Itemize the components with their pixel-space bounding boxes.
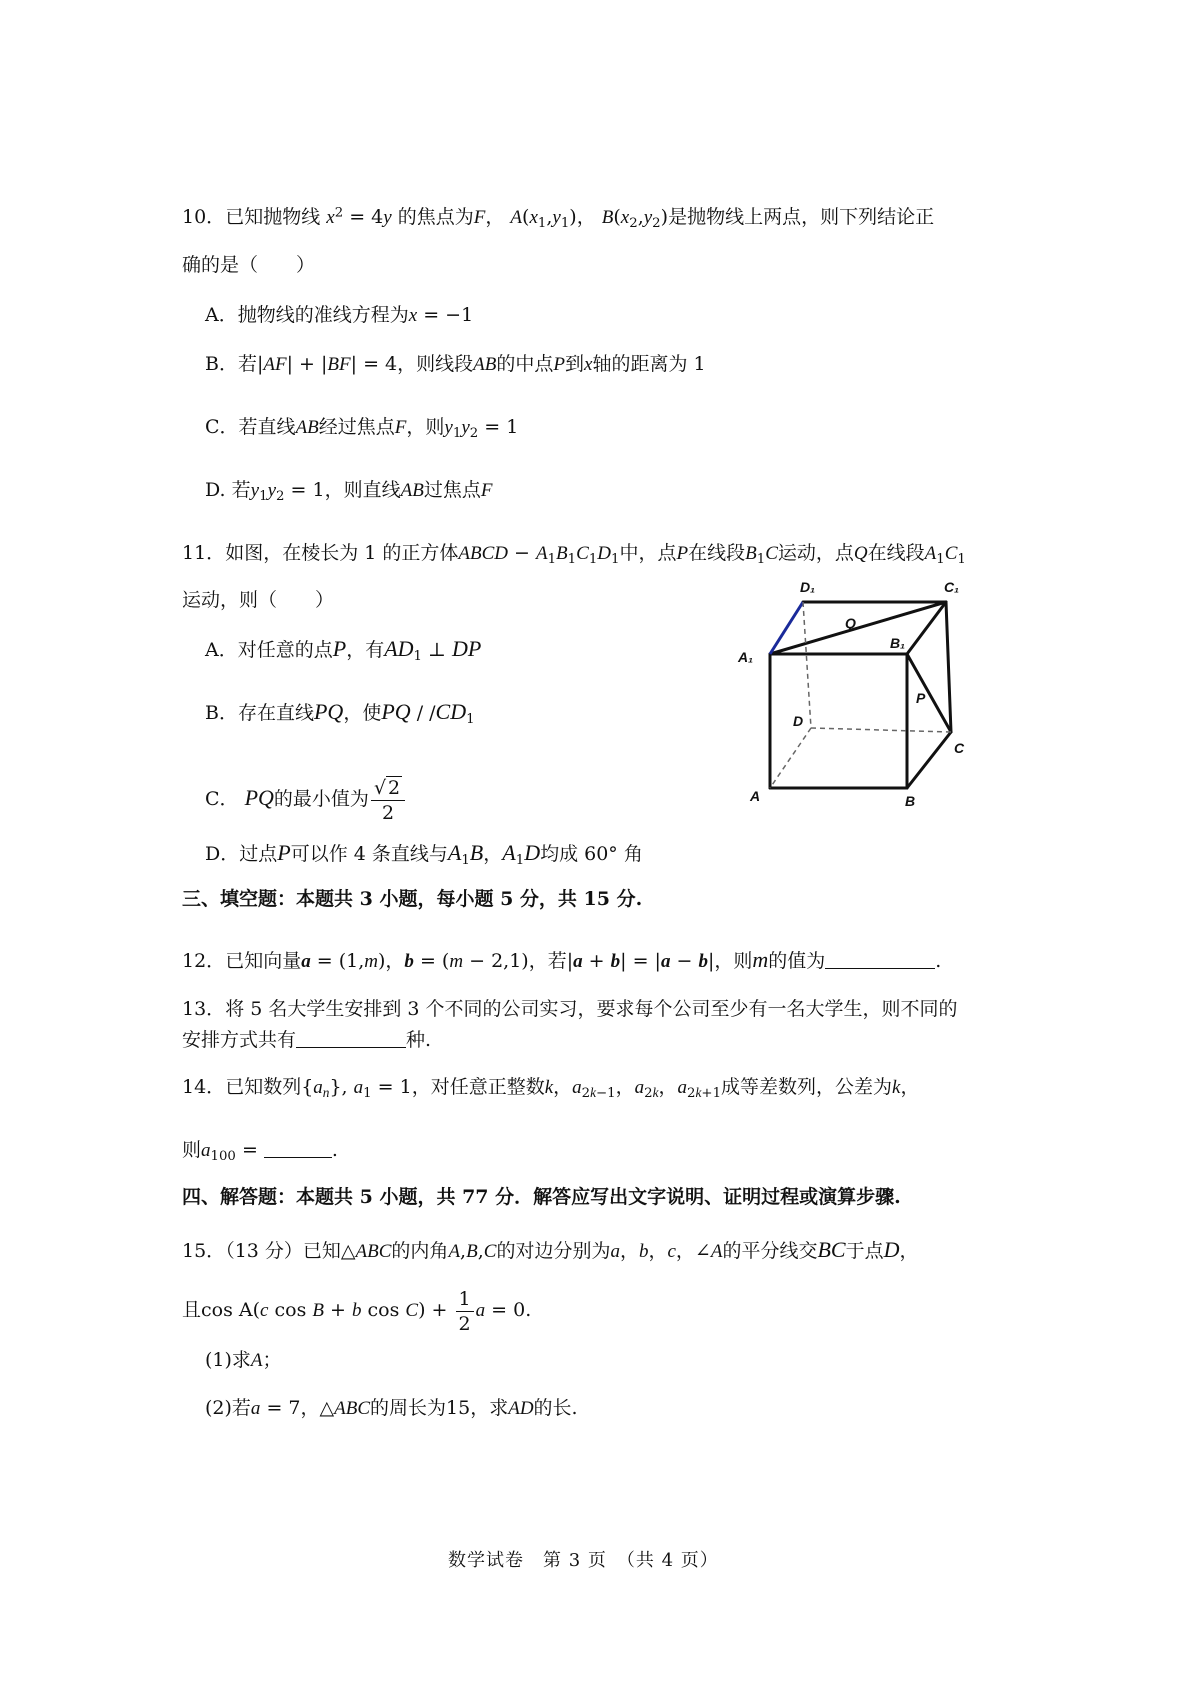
q11-stem-line1: 11．如图，在棱长为 1 的正方体ABCD − $A_1B_1C_1D_1$中，点P在线段$B_1C$运动，点Q在线段$A_1C_1$ [182, 542, 966, 567]
q10-stem-line1: 10．已知抛物线 $x^2 = 4y$ 的焦点为F， $A(x_1,y_1)$， $B(x_2,y_2)$是抛物线上两点，则下列结论正 [182, 205, 935, 231]
q11-option-b: B．存在直线PQ，使PQ / $/CD_1$ [205, 699, 475, 727]
q15-line1: 15．（13 分）已知△ABC的内角A,B,C的对边分别为a，b，c，∠A的平分线交BC于点D， [182, 1237, 919, 1262]
sqrt2-over-2-fraction: $\frac{√ 2}{2}$ [371, 776, 405, 825]
edge-b1c1 [907, 602, 946, 654]
q13-line1: 13．将 5 名大学生安排到 3 个不同的公司实习，要求每个公司至少有一名大学生，则不同的 [182, 998, 958, 1020]
hidden-edge-d1d [803, 602, 811, 728]
q15-part1: (1)求A； [205, 1349, 282, 1371]
edge-bc [907, 732, 951, 788]
label-a1: A₁ [738, 649, 754, 665]
label-d: D [793, 713, 804, 729]
hidden-edge-dc [811, 728, 951, 732]
section-3-heading: 三、填空题：本题共 3 小题，每小题 5 分，共 15 分. [182, 888, 643, 910]
label-d1: D₁ [800, 579, 816, 595]
page-footer: 数学试卷 第 3 页 （共 4 页） [448, 1550, 719, 1571]
q13-line2: 安排方式共有 种. [182, 1029, 432, 1051]
cube-figure [720, 578, 970, 813]
q10-option-a: A．抛物线的准线方程为x = −1 [205, 304, 474, 326]
q11-option-a: A．对任意的点P，有$AD_1$ ⊥ DP [205, 636, 482, 664]
q11-option-d: D．过点P可以作 4 条直线与$A_1B$，$A_1D$均成 60° 角 [205, 840, 643, 868]
q10-stem-line2: 确的是（ ） [182, 254, 316, 276]
q12: 12．已知向量a = (1,m)，b = (m − 2,1)，若|a + b| = |a − b|，则m的值为 . [182, 947, 942, 972]
hidden-edge-da [770, 728, 811, 788]
q11-option-c: C． PQ的最小值为 $\frac{√ 2}{2}$ [205, 768, 407, 829]
one-half-fraction: $\frac{1}{2}$ [456, 1287, 474, 1336]
q14-line1: 14．已知数列$\{a_n\}$, $a_1 = 1$，对任意正整数k，$a_{2k-1}$，$a_{2k}$，$a_{2k+1}$成等差数列，公差为k， [182, 1076, 920, 1101]
q10-option-d: D. 若$y_1y_2 = 1$，则直线AB过焦点F [205, 479, 493, 504]
label-b: B [905, 793, 916, 809]
q14-answer-blank[interactable] [264, 1137, 332, 1158]
edge-c1c [946, 602, 951, 732]
label-c: C [954, 740, 965, 756]
q13-answer-blank[interactable] [296, 1027, 406, 1048]
label-c1: C₁ [944, 579, 960, 595]
q15-part2: (2)若a = 7，△ABC的周长为15，求AD的长. [205, 1397, 578, 1419]
label-a: A [750, 788, 761, 804]
label-q: Q [845, 615, 856, 631]
q15-line2: 且cos A(c cos B + b cos C) + $\frac{1}{2}$ a = 0. [182, 1287, 532, 1335]
segment-b1c [907, 654, 951, 732]
section-4-heading: 四、解答题：本题共 5 小题，共 77 分．解答应写出文字说明、证明过程或演算步骤. [182, 1186, 901, 1208]
q10-option-b: B．若|AF| + |BF| = 4，则线段AB的中点P到x轴的距离为 1 [205, 353, 706, 375]
label-p: P [916, 690, 926, 706]
label-b1: B₁ [890, 635, 906, 651]
q10-option-c: C．若直线AB经过焦点F，则$y_1y_2 = 1$ [205, 416, 519, 441]
q12-answer-blank[interactable] [825, 948, 935, 969]
q14-line2: 则$a_{100}$ = . [182, 1139, 338, 1164]
q11-stem-line2: 运动，则（ ） [182, 589, 335, 611]
